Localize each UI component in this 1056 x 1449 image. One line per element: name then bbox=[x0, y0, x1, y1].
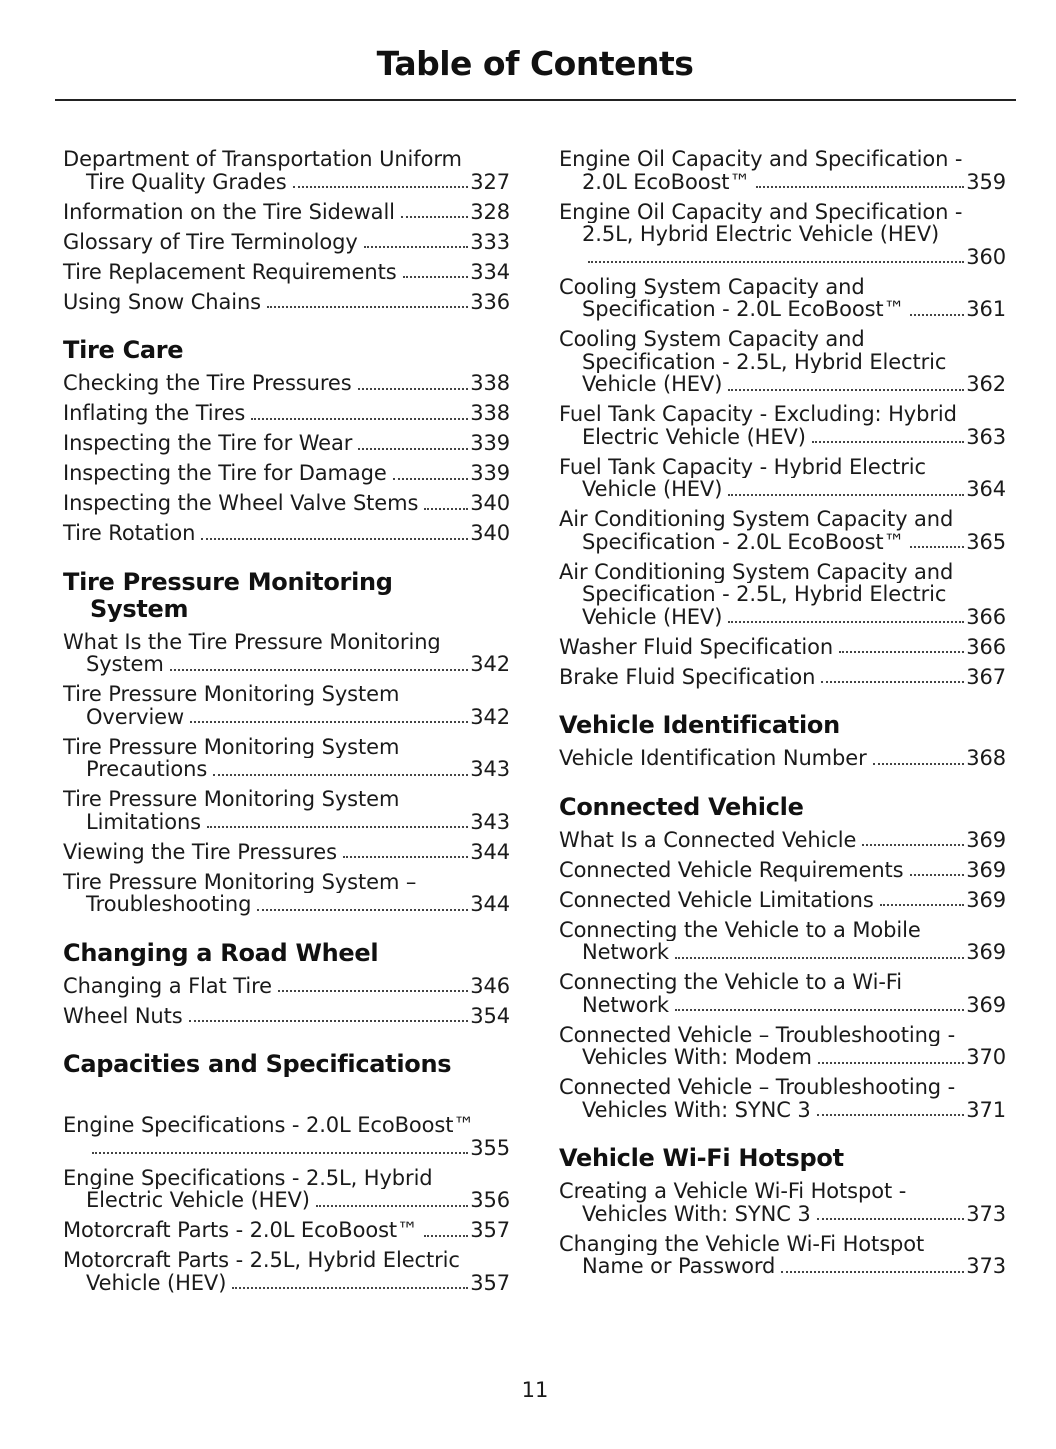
toc-page-number[interactable]: 369 bbox=[966, 940, 1006, 964]
toc-entry-leader-line bbox=[63, 171, 510, 194]
toc-entry-leader-line bbox=[63, 758, 510, 781]
toc-entry[interactable] bbox=[63, 231, 510, 254]
toc-entry-title: Connected Vehicle – Troubleshooting - bbox=[559, 1023, 956, 1046]
toc-entry[interactable] bbox=[63, 631, 510, 676]
toc-entry-leader-line bbox=[559, 298, 1006, 321]
toc-entry[interactable] bbox=[63, 1005, 510, 1028]
toc-entry-title: Engine Specifications - 2.5L, Hybrid bbox=[63, 1166, 433, 1189]
toc-page-number[interactable]: 367 bbox=[966, 664, 1006, 689]
toc-page-number[interactable]: 357 bbox=[470, 1270, 510, 1295]
section-heading bbox=[63, 337, 510, 364]
section-heading bbox=[559, 1145, 1006, 1172]
toc-page-number[interactable]: 368 bbox=[966, 746, 1006, 770]
toc-page-number[interactable]: 371 bbox=[966, 1097, 1006, 1122]
toc-page-number[interactable]: 355 bbox=[470, 1135, 510, 1160]
toc-entry-title: Air Conditioning System Capacity and bbox=[559, 508, 954, 531]
dot-leader bbox=[293, 171, 469, 193]
toc-entry-leader-line bbox=[559, 859, 1006, 882]
toc-page-number[interactable]: 356 bbox=[470, 1188, 510, 1212]
toc-entry[interactable] bbox=[559, 971, 1006, 1016]
toc-entry-leader-line bbox=[559, 1255, 1006, 1278]
toc-page-number[interactable]: 366 bbox=[966, 604, 1006, 629]
toc-entry-title: Vehicle Identification Number bbox=[559, 746, 867, 770]
toc-entry-title: Cooling System Capacity and bbox=[559, 328, 865, 351]
dot-leader bbox=[232, 1272, 468, 1294]
toc-entry-leader-line bbox=[559, 666, 1006, 689]
toc-page-number[interactable]: 344 bbox=[470, 892, 510, 916]
toc-entry-title: Name or Password bbox=[582, 1254, 776, 1278]
section-heading-text: Changing a Road Wheel bbox=[63, 938, 379, 967]
toc-entry-title: Fuel Tank Capacity - Hybrid Electric bbox=[559, 455, 926, 478]
toc-entry[interactable] bbox=[559, 1076, 1006, 1121]
dot-leader bbox=[588, 246, 964, 268]
toc-entry[interactable] bbox=[559, 1024, 1006, 1069]
dot-leader bbox=[343, 841, 468, 863]
toc-entry-leader-line bbox=[63, 432, 510, 455]
toc-entry-title: Washer Fluid Specification bbox=[559, 634, 834, 659]
toc-entry-leader-line bbox=[63, 893, 510, 916]
toc-entry-leader-line bbox=[559, 1203, 1006, 1226]
toc-entry-title: Limitations bbox=[86, 809, 201, 834]
toc-page-number[interactable]: 343 bbox=[470, 809, 510, 834]
toc-entry-title: Fuel Tank Capacity - Excluding: Hybrid bbox=[559, 403, 957, 426]
toc-entry-title: Motorcraft Parts - 2.5L, Hybrid Electric bbox=[63, 1249, 460, 1272]
toc-entry-leader-line bbox=[63, 261, 510, 284]
toc-page-number[interactable]: 340 bbox=[470, 521, 510, 545]
toc-entry-leader-line bbox=[63, 1219, 510, 1242]
toc-entry[interactable] bbox=[63, 841, 510, 864]
dot-leader bbox=[910, 299, 964, 321]
toc-entry-leader-line bbox=[559, 246, 1006, 269]
dot-leader bbox=[424, 1220, 468, 1242]
toc-entry[interactable] bbox=[559, 148, 1006, 193]
toc-entry-title: Connecting the Vehicle to a Wi-Fi bbox=[559, 971, 902, 994]
section-heading bbox=[63, 940, 510, 967]
dot-leader bbox=[190, 706, 468, 728]
toc-entry-title: 2.5L, Hybrid Electric Vehicle (HEV) bbox=[582, 223, 940, 246]
toc-entry-title: Tire Pressure Monitoring System – bbox=[63, 870, 417, 893]
toc-page-number[interactable]: 370 bbox=[966, 1045, 1006, 1069]
toc-entry-title: Using Snow Chains bbox=[63, 289, 262, 314]
toc-page-number[interactable]: 365 bbox=[966, 529, 1006, 554]
dot-leader bbox=[358, 433, 468, 455]
toc-entry-title: Cooling System Capacity and bbox=[559, 275, 865, 298]
toc-entry-title: Vehicle (HEV) bbox=[582, 477, 723, 501]
dot-leader bbox=[675, 994, 964, 1016]
toc-entry-title: Engine Specifications - 2.0L EcoBoost™ bbox=[63, 1114, 475, 1137]
dot-leader bbox=[873, 748, 965, 770]
toc-entry-leader-line bbox=[559, 1046, 1006, 1069]
toc-entry-leader-line bbox=[559, 889, 1006, 912]
toc-entry-title: Creating a Vehicle Wi-Fi Hotspot - bbox=[559, 1180, 907, 1203]
toc-page-number[interactable]: 373 bbox=[966, 1201, 1006, 1226]
toc-entry-leader-line bbox=[559, 747, 1006, 770]
toc-page-number[interactable]: 334 bbox=[470, 259, 510, 284]
dot-leader bbox=[401, 201, 468, 223]
toc-entry[interactable] bbox=[559, 328, 1006, 396]
toc-page-number[interactable]: 369 bbox=[966, 887, 1006, 912]
toc-entry[interactable] bbox=[559, 829, 1006, 852]
toc-entry-title: Vehicles With: SYNC 3 bbox=[582, 1201, 811, 1226]
dot-leader bbox=[728, 479, 964, 501]
dot-leader bbox=[316, 1190, 468, 1212]
dot-leader bbox=[817, 1203, 965, 1225]
toc-entry[interactable] bbox=[63, 291, 510, 314]
toc-entry-leader-line bbox=[63, 1272, 510, 1295]
toc-entry[interactable] bbox=[63, 402, 510, 425]
toc-entry-title: System bbox=[86, 652, 164, 676]
toc-entry[interactable] bbox=[63, 372, 510, 395]
toc-entry[interactable] bbox=[559, 919, 1006, 964]
toc-entry-leader-line bbox=[559, 606, 1006, 629]
dot-leader bbox=[403, 261, 469, 283]
dot-leader bbox=[910, 859, 965, 881]
toc-page-number[interactable]: 346 bbox=[470, 973, 510, 998]
dot-leader bbox=[257, 894, 468, 916]
toc-entry[interactable] bbox=[559, 456, 1006, 501]
toc-entry-title: Inspecting the Tire for Damage bbox=[63, 461, 387, 485]
toc-page-number[interactable]: 339 bbox=[470, 461, 510, 485]
toc-entry-leader-line bbox=[63, 1189, 510, 1212]
dot-leader bbox=[207, 811, 468, 833]
toc-entry-title: Changing a Flat Tire bbox=[63, 973, 272, 998]
dot-leader bbox=[839, 636, 964, 658]
dot-leader bbox=[393, 463, 468, 485]
toc-entry-title: Vehicles With: SYNC 3 bbox=[582, 1097, 811, 1122]
toc-entry-title: Engine Oil Capacity and Specification - bbox=[559, 200, 963, 223]
toc-entry-title: Connected Vehicle Requirements bbox=[559, 857, 904, 882]
section-heading-text: Tire Pressure Monitoring bbox=[63, 567, 393, 596]
toc-entry-title: Specification - 2.0L EcoBoost™ bbox=[582, 529, 905, 554]
toc-entry-leader-line bbox=[63, 291, 510, 314]
toc-page-number[interactable]: 327 bbox=[470, 169, 510, 194]
dot-leader bbox=[817, 1099, 965, 1121]
toc-page-number[interactable]: 361 bbox=[966, 297, 1006, 321]
toc-entry-leader-line bbox=[559, 531, 1006, 554]
toc-page-number[interactable]: 342 bbox=[470, 652, 510, 676]
toc-entry-leader-line bbox=[559, 171, 1006, 194]
toc-page-number[interactable]: 359 bbox=[966, 169, 1006, 194]
toc-entry-title: Network bbox=[582, 940, 669, 964]
toc-entry-leader-line bbox=[63, 653, 510, 676]
toc-entry-leader-line bbox=[559, 994, 1006, 1017]
toc-entry[interactable] bbox=[63, 201, 510, 224]
dot-leader bbox=[781, 1256, 964, 1278]
toc-entry-leader-line bbox=[63, 841, 510, 864]
section-heading bbox=[559, 794, 1006, 821]
section-heading-text: Vehicle Identification bbox=[559, 711, 840, 739]
section-heading bbox=[559, 712, 1006, 739]
toc-page-number[interactable]: 328 bbox=[470, 199, 510, 224]
toc-entry-title: Precautions bbox=[86, 757, 208, 781]
section-heading-text: Connected Vehicle bbox=[559, 792, 804, 821]
toc-entry[interactable] bbox=[559, 276, 1006, 321]
toc-page-number[interactable]: 333 bbox=[470, 229, 510, 254]
toc-entry[interactable] bbox=[63, 432, 510, 455]
toc-entry-title: Tire Quality Grades bbox=[86, 169, 287, 194]
toc-entry[interactable] bbox=[63, 462, 510, 485]
page-title: Table of Contents bbox=[376, 44, 694, 83]
toc-entry[interactable] bbox=[63, 871, 510, 916]
toc-entry-title: Checking the Tire Pressures bbox=[63, 371, 352, 395]
toc-entry-leader-line bbox=[63, 402, 510, 425]
dot-leader bbox=[756, 171, 964, 193]
toc-entry[interactable] bbox=[63, 1219, 510, 1242]
toc-entry-title: Inspecting the Tire for Wear bbox=[63, 431, 353, 455]
toc-entry-title: Glossary of Tire Terminology bbox=[63, 229, 358, 254]
toc-entry-leader-line bbox=[63, 1005, 510, 1028]
toc-entry[interactable] bbox=[559, 201, 1006, 269]
toc-entry-title: Connected Vehicle Limitations bbox=[559, 887, 874, 912]
toc-entry-title: Tire Replacement Requirements bbox=[63, 259, 397, 284]
toc-entry-leader-line bbox=[63, 372, 510, 395]
dot-leader bbox=[728, 374, 964, 396]
toc-entry-title: Information on the Tire Sidewall bbox=[63, 199, 395, 224]
toc-entry[interactable] bbox=[63, 1249, 510, 1294]
toc-page-number[interactable]: 343 bbox=[470, 757, 510, 781]
toc-entry-title: Department of Transportation Uniform bbox=[63, 148, 462, 171]
toc-entry-leader-line bbox=[559, 636, 1006, 659]
toc-entry-leader-line bbox=[63, 522, 510, 545]
toc-entry-title: Brake Fluid Specification bbox=[559, 664, 816, 689]
toc-page-number[interactable]: 369 bbox=[966, 992, 1006, 1017]
toc-entry-leader-line bbox=[63, 706, 510, 729]
toc-entry-leader-line bbox=[63, 811, 510, 834]
toc-entry[interactable] bbox=[63, 736, 510, 781]
title-divider bbox=[55, 99, 1016, 101]
toc-entry-title: Vehicles With: Modem bbox=[582, 1045, 812, 1069]
toc-entry-title: Network bbox=[582, 992, 669, 1017]
toc-entry[interactable] bbox=[559, 636, 1006, 659]
toc-page-number[interactable]: 364 bbox=[966, 477, 1006, 501]
toc-entry-title: 2.0L EcoBoost™ bbox=[582, 169, 751, 194]
toc-entry[interactable] bbox=[559, 403, 1006, 448]
section-heading-text: Capacities and Specifications bbox=[63, 1050, 452, 1078]
toc-entry[interactable] bbox=[63, 683, 510, 728]
toc-entry-title: Electric Vehicle (HEV) bbox=[582, 424, 806, 449]
toc-entry-title: Connected Vehicle – Troubleshooting - bbox=[559, 1076, 956, 1099]
toc-entry-title: Inspecting the Wheel Valve Stems bbox=[63, 491, 419, 515]
toc-entry[interactable] bbox=[559, 747, 1006, 770]
toc-entry[interactable] bbox=[559, 666, 1006, 689]
toc-entry-title: Troubleshooting bbox=[86, 892, 252, 916]
toc-entry[interactable] bbox=[63, 522, 510, 545]
toc-page-number[interactable]: 338 bbox=[470, 371, 510, 395]
toc-entry-title: Tire Pressure Monitoring System bbox=[63, 735, 400, 758]
toc-entry-title: Wheel Nuts bbox=[63, 1003, 183, 1028]
toc-page-number[interactable]: 344 bbox=[470, 839, 510, 864]
toc-entry[interactable] bbox=[63, 975, 510, 998]
toc-entry-title: Air Conditioning System Capacity and bbox=[559, 560, 954, 583]
dot-leader bbox=[251, 403, 468, 425]
toc-right-column bbox=[559, 148, 1006, 1285]
section-heading bbox=[63, 569, 510, 623]
toc-page-number[interactable]: 363 bbox=[966, 424, 1006, 449]
section-heading-text: Tire Care bbox=[63, 336, 184, 364]
dot-leader bbox=[201, 523, 468, 545]
dot-leader bbox=[675, 942, 964, 964]
toc-left-column bbox=[63, 148, 510, 1302]
dot-leader bbox=[170, 654, 468, 676]
toc-page-number[interactable]: 342 bbox=[470, 704, 510, 729]
toc-entry-title: What Is a Connected Vehicle bbox=[559, 827, 857, 852]
toc-entry-leader-line bbox=[559, 478, 1006, 501]
toc-page-number[interactable]: 373 bbox=[966, 1254, 1006, 1278]
toc-entry-title: Tire Rotation bbox=[63, 521, 196, 545]
toc-entry-leader-line bbox=[63, 201, 510, 224]
toc-entry-title: What Is the Tire Pressure Monitoring bbox=[63, 630, 441, 653]
toc-entry[interactable] bbox=[559, 561, 1006, 629]
toc-entry[interactable] bbox=[63, 261, 510, 284]
toc-entry-title: Overview bbox=[86, 704, 185, 729]
toc-entry-title: Inflating the Tires bbox=[63, 401, 246, 425]
toc-entry[interactable] bbox=[63, 1114, 510, 1159]
toc-page-number[interactable]: 369 bbox=[966, 827, 1006, 852]
page-number: 11 bbox=[521, 1378, 549, 1402]
toc-entry-leader-line bbox=[63, 1137, 510, 1160]
dot-leader bbox=[267, 291, 468, 313]
toc-entry-leader-line bbox=[559, 373, 1006, 396]
section-heading bbox=[63, 1051, 510, 1078]
dot-leader bbox=[821, 666, 964, 688]
toc-page-number[interactable]: 369 bbox=[966, 857, 1006, 882]
dot-leader bbox=[189, 1005, 469, 1027]
toc-entry-title: Connecting the Vehicle to a Mobile bbox=[559, 918, 921, 941]
dot-leader bbox=[812, 426, 964, 448]
toc-entry[interactable] bbox=[63, 1167, 510, 1212]
dot-leader bbox=[364, 231, 469, 253]
toc-entry-leader-line bbox=[63, 462, 510, 485]
dot-leader bbox=[92, 1137, 468, 1159]
toc-entry[interactable] bbox=[559, 859, 1006, 882]
toc-entry[interactable] bbox=[63, 788, 510, 833]
toc-entry-title: Vehicle (HEV) bbox=[86, 1270, 227, 1295]
toc-page-number[interactable]: 357 bbox=[470, 1218, 510, 1242]
toc-entry-title: Vehicle (HEV) bbox=[582, 372, 723, 396]
dot-leader bbox=[358, 373, 469, 395]
toc-page-number[interactable]: 360 bbox=[966, 244, 1006, 269]
toc-entry-title: Motorcraft Parts - 2.0L EcoBoost™ bbox=[63, 1218, 418, 1242]
toc-page-number[interactable]: 336 bbox=[470, 289, 510, 314]
toc-page-number[interactable]: 338 bbox=[470, 401, 510, 425]
toc-entry-title: Electric Vehicle (HEV) bbox=[86, 1188, 310, 1212]
dot-leader bbox=[818, 1047, 964, 1069]
toc-entry-leader-line bbox=[559, 426, 1006, 449]
toc-entry-title: Tire Pressure Monitoring System bbox=[63, 788, 400, 811]
dot-leader bbox=[862, 829, 964, 851]
toc-entry-title: Specification - 2.0L EcoBoost™ bbox=[582, 297, 905, 321]
toc-entry-title: Changing the Vehicle Wi-Fi Hotspot bbox=[559, 1232, 925, 1255]
toc-page-number[interactable]: 339 bbox=[470, 431, 510, 455]
toc-entry[interactable] bbox=[559, 1180, 1006, 1225]
toc-entry-title: Specification - 2.5L, Hybrid Electric bbox=[582, 583, 947, 606]
toc-entry-title: Specification - 2.5L, Hybrid Electric bbox=[582, 350, 947, 373]
toc-entry-leader-line bbox=[559, 1099, 1006, 1122]
toc-entry-title: Vehicle (HEV) bbox=[582, 604, 723, 629]
toc-entry-leader-line bbox=[559, 941, 1006, 964]
dot-leader bbox=[278, 975, 468, 997]
toc-entry[interactable] bbox=[63, 148, 510, 193]
toc-page-number[interactable]: 362 bbox=[966, 372, 1006, 396]
toc-entry-leader-line bbox=[63, 975, 510, 998]
toc-page-number[interactable]: 340 bbox=[470, 491, 510, 515]
toc-page-number[interactable]: 366 bbox=[966, 634, 1006, 659]
toc-entry[interactable] bbox=[559, 889, 1006, 912]
toc-entry-title: Tire Pressure Monitoring System bbox=[63, 683, 400, 706]
section-heading-text: System bbox=[90, 594, 189, 623]
toc-entry-title: Engine Oil Capacity and Specification - bbox=[559, 148, 963, 171]
toc-entry[interactable] bbox=[559, 508, 1006, 553]
toc-entry-leader-line bbox=[63, 492, 510, 515]
dot-leader bbox=[213, 759, 468, 781]
toc-entry-leader-line bbox=[63, 231, 510, 254]
toc-page-number[interactable]: 354 bbox=[470, 1003, 510, 1028]
dot-leader bbox=[728, 606, 964, 628]
dot-leader bbox=[880, 889, 964, 911]
dot-leader bbox=[910, 531, 964, 553]
toc-entry-leader-line bbox=[559, 829, 1006, 852]
toc-entry[interactable] bbox=[559, 1233, 1006, 1278]
toc-entry[interactable] bbox=[63, 492, 510, 515]
dot-leader bbox=[424, 493, 468, 515]
section-heading-text: Vehicle Wi-Fi Hotspot bbox=[559, 1144, 844, 1172]
toc-entry-title: Viewing the Tire Pressures bbox=[63, 839, 337, 864]
